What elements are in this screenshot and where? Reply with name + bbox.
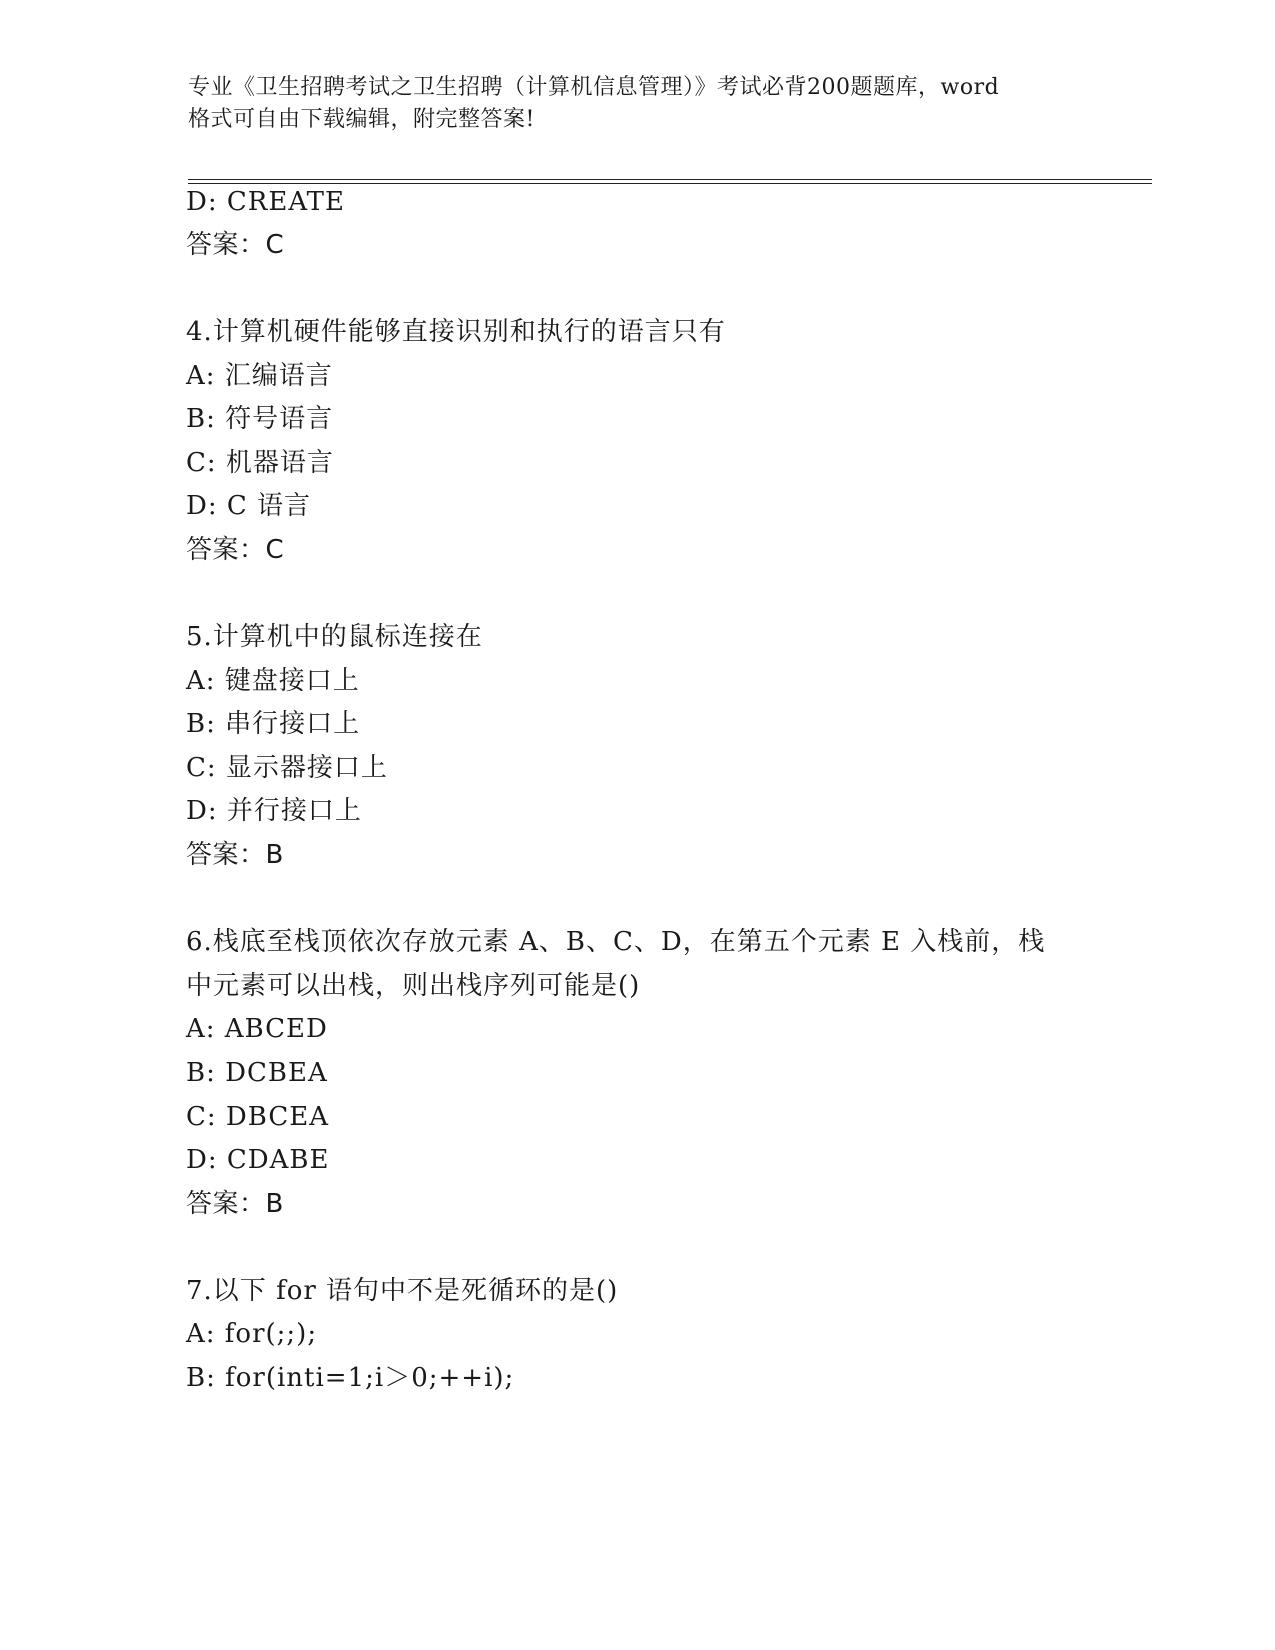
header-divider-top [188,179,1152,180]
q3-option-d: D: CREATE [186,187,345,217]
q6-answer: 答案：B [186,1189,284,1219]
q5-option-b: B: 串行接口上 [186,709,361,739]
q6-option-b: B: DCBEA [186,1058,328,1088]
q4-option-a: A: 汇编语言 [186,361,333,391]
q5-option-c: C: 显示器接口上 [186,753,388,783]
q4-answer: 答案：C [186,535,285,565]
header-title-line-2: 格式可自由下载编辑，附完整答案! [188,107,535,132]
q6-option-a: A: ABCED [186,1014,328,1044]
q4-stem: 4.计算机硬件能够直接识别和执行的语言只有 [186,317,726,347]
q6-option-c: C: DBCEA [186,1102,330,1132]
header-divider-bottom [188,183,1152,184]
q3-answer: 答案：C [186,230,285,260]
q6-option-d: D: CDABE [186,1145,330,1175]
q4-option-d: D: C 语言 [186,491,312,521]
q6-stem-line-1: 6.栈底至栈顶依次存放元素 A、B、C、D，在第五个元素 E 入栈前，栈 [186,927,1046,957]
q4-option-b: B: 符号语言 [186,404,334,434]
q7-option-a: A: for(;;); [186,1319,318,1349]
q5-option-d: D: 并行接口上 [186,796,362,826]
document-header [188,72,1088,136]
q7-option-b: B: for(inti=1;i＞0;++i); [186,1363,515,1393]
q5-answer: 答案：B [186,840,284,870]
q4-option-c: C: 机器语言 [186,448,334,478]
header-title-line-1: 专业《卫生招聘考试之卫生招聘（计算机信息管理）》考试必背200题题库，word [188,75,1000,100]
q5-option-a: A: 键盘接口上 [186,666,360,696]
q7-stem: 7.以下 for 语句中不是死循环的是() [186,1276,619,1306]
q5-stem: 5.计算机中的鼠标连接在 [186,622,483,652]
q6-stem-line-2: 中元素可以出栈，则出栈序列可能是() [186,971,641,1001]
